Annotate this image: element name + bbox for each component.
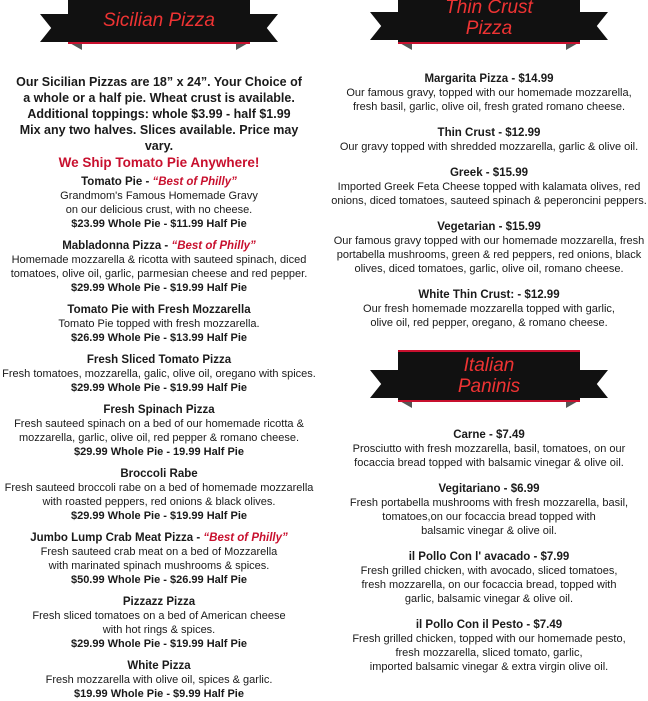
menu-item: Greek - $15.99 Imported Greek Feta Cheese topped with kalamata olives, red onions, diced tomatoes, sauteed spinach & peperoncini peppers. <box>331 167 647 207</box>
menu-item: Margarita Pizza - $14.99 Our famous gravy, topped with our homemade mozzarella, fresh basil, garlic, olive oil, fresh grated romano cheese. <box>346 73 632 113</box>
menu-item: White Pizza Fresh mozzarella with olive oil, spices & garlic. $19.99 Whole Pie - $9.99 Half Pie <box>0 659 318 701</box>
menu-item: Vegitariano - $6.99 Fresh portabella mushrooms with fresh mozzarella, basil, tomatoes,on our focaccia bread topped with balsamic vinegar & olive oil. <box>349 483 629 537</box>
banner-subtitle: Paninis <box>457 376 521 397</box>
item-price: $26.99 Whole Pie - $13.99 Half Pie <box>70 332 248 344</box>
menu-item: il Pollo Con il Pesto - $7.49 Fresh grilled chicken, topped with our homemade pesto, fresh mozzarella, sliced tomato, garlic, imported balsamic vinegar & extra virgin olive oil. <box>352 619 626 673</box>
menu-item: White Thin Crust: - $12.99 Our fresh homemade mozzarella topped with garlic, olive oil, red pepper, oregano, & romano cheese. <box>363 289 615 329</box>
item-price: $23.99 Whole Pie - $11.99 Half Pie <box>71 218 247 230</box>
sicilian-intro: Our Sicilian Pizzas are 18” x 24”. Your Choice of a whole or a half pie. Wheat crust is available. Additional toppings: whole $3.99 - half $1.99 Mix any two halves. Slices available. Price may vary. We Ship Tomato Pie Anywhere! <box>6 74 312 171</box>
menu-item: Tomato Pie - “Best of Philly” Grandmom's Famous Homemade Gravy on our delicious crust, with no cheese. $23.99 Whole Pie - $11.99 Half Pie <box>0 175 318 231</box>
sicilian-pizza-banner <box>54 0 264 52</box>
item-price: $29.99 Whole Pie - 19.99 Half Pie <box>74 446 244 458</box>
item-price: $29.99 Whole Pie - $19.99 Half Pie <box>70 282 248 294</box>
banner-subtitle: Pizza <box>465 18 513 39</box>
item-price: $29.99 Whole Pie - $19.99 Half Pie <box>70 510 248 522</box>
ship-notice: We Ship Tomato Pie Anywhere! <box>58 155 260 170</box>
menu-item: Thin Crust - $12.99 Our gravy topped with shredded mozzarella, garlic & olive oil. <box>339 127 639 153</box>
thin-crust-banner <box>384 0 594 52</box>
menu-item: Fresh Spinach Pizza Fresh sauteed spinach on a bed of our homemade ricotta & mozzarella, garlic, olive oil, red pepper & romano cheese. $29.99 Whole Pie - 19.99 Half Pie <box>0 403 318 459</box>
item-price: $29.99 Whole Pie - $19.99 Half Pie <box>70 382 248 394</box>
right-column <box>330 0 648 674</box>
menu-item: Vegetarian - $15.99 Our famous gravy topped with our homemade mozzarella, fresh portabella mushrooms, green & red peppers, red onions, black olives, diced tomatoes, garlic, olive oil, romano cheese. <box>333 221 645 275</box>
italian-paninis-banner <box>384 350 594 410</box>
menu-item: Jumbo Lump Crab Meat Pizza - “Best of Philly” Fresh sauteed crab meat on a bed of Mozzarella with marinated spinach mushrooms & spices. $50.99 Whole Pie - $26.99 Half Pie <box>0 531 318 587</box>
menu-item: Fresh Sliced Tomato Pizza Fresh tomatoes, mozzarella, galic, olive oil, oregano with spices. $29.99 Whole Pie - $19.99 Half Pie <box>0 353 318 395</box>
item-price: $19.99 Whole Pie - $9.99 Half Pie <box>74 688 244 700</box>
banner-title: Italian <box>463 355 515 376</box>
menu-item: il Pollo Con l' avacado - $7.99 Fresh grilled chicken, with avocado, sliced tomatoes, fresh mozzarella, on our focaccia bread, topped with garlic, balsamic vinegar & olive oil. <box>360 551 618 605</box>
best-of-philly-tag: “Best of Philly” <box>203 532 288 544</box>
item-price: $29.99 Whole Pie - $19.99 Half Pie <box>70 638 248 650</box>
banner-title: Sicilian Pizza <box>103 9 215 31</box>
menu-item: Broccoli Rabe Fresh sauteed broccoli rabe on a bed of homemade mozzarella with roasted peppers, red onions & black olives. $29.99 Whole Pie - $19.99 Half Pie <box>0 467 318 523</box>
menu-item: Pizzazz Pizza Fresh sliced tomatoes on a bed of American cheese with hot rings & spices. $29.99 Whole Pie - $19.99 Half Pie <box>0 595 318 651</box>
menu-item: Tomato Pie with Fresh Mozzarella Tomato Pie topped with fresh mozzarella. $26.99 Whole Pie - $13.99 Half Pie <box>0 303 318 345</box>
banner-title: Thin Crust <box>445 0 533 18</box>
best-of-philly-tag: “Best of Philly” <box>171 240 256 252</box>
best-of-philly-tag: “Best of Philly” <box>152 176 237 188</box>
menu-item: Carne - $7.49 Prosciutto with fresh mozzarella, basil, tomatoes, on our focaccia bread topped with balsamic vinegar & olive oil. <box>352 429 626 469</box>
item-price: $50.99 Whole Pie - $26.99 Half Pie <box>70 574 248 586</box>
sicilian-pizza-column <box>0 0 318 701</box>
menu-item: Mabladonna Pizza - “Best of Philly” Homemade mozzarella & ricotta with sauteed spinach, diced tomatoes, olive oil, garlic, parmesian cheese and red pepper. $29.99 Whole Pie - $19.99 Half Pie <box>0 239 318 295</box>
